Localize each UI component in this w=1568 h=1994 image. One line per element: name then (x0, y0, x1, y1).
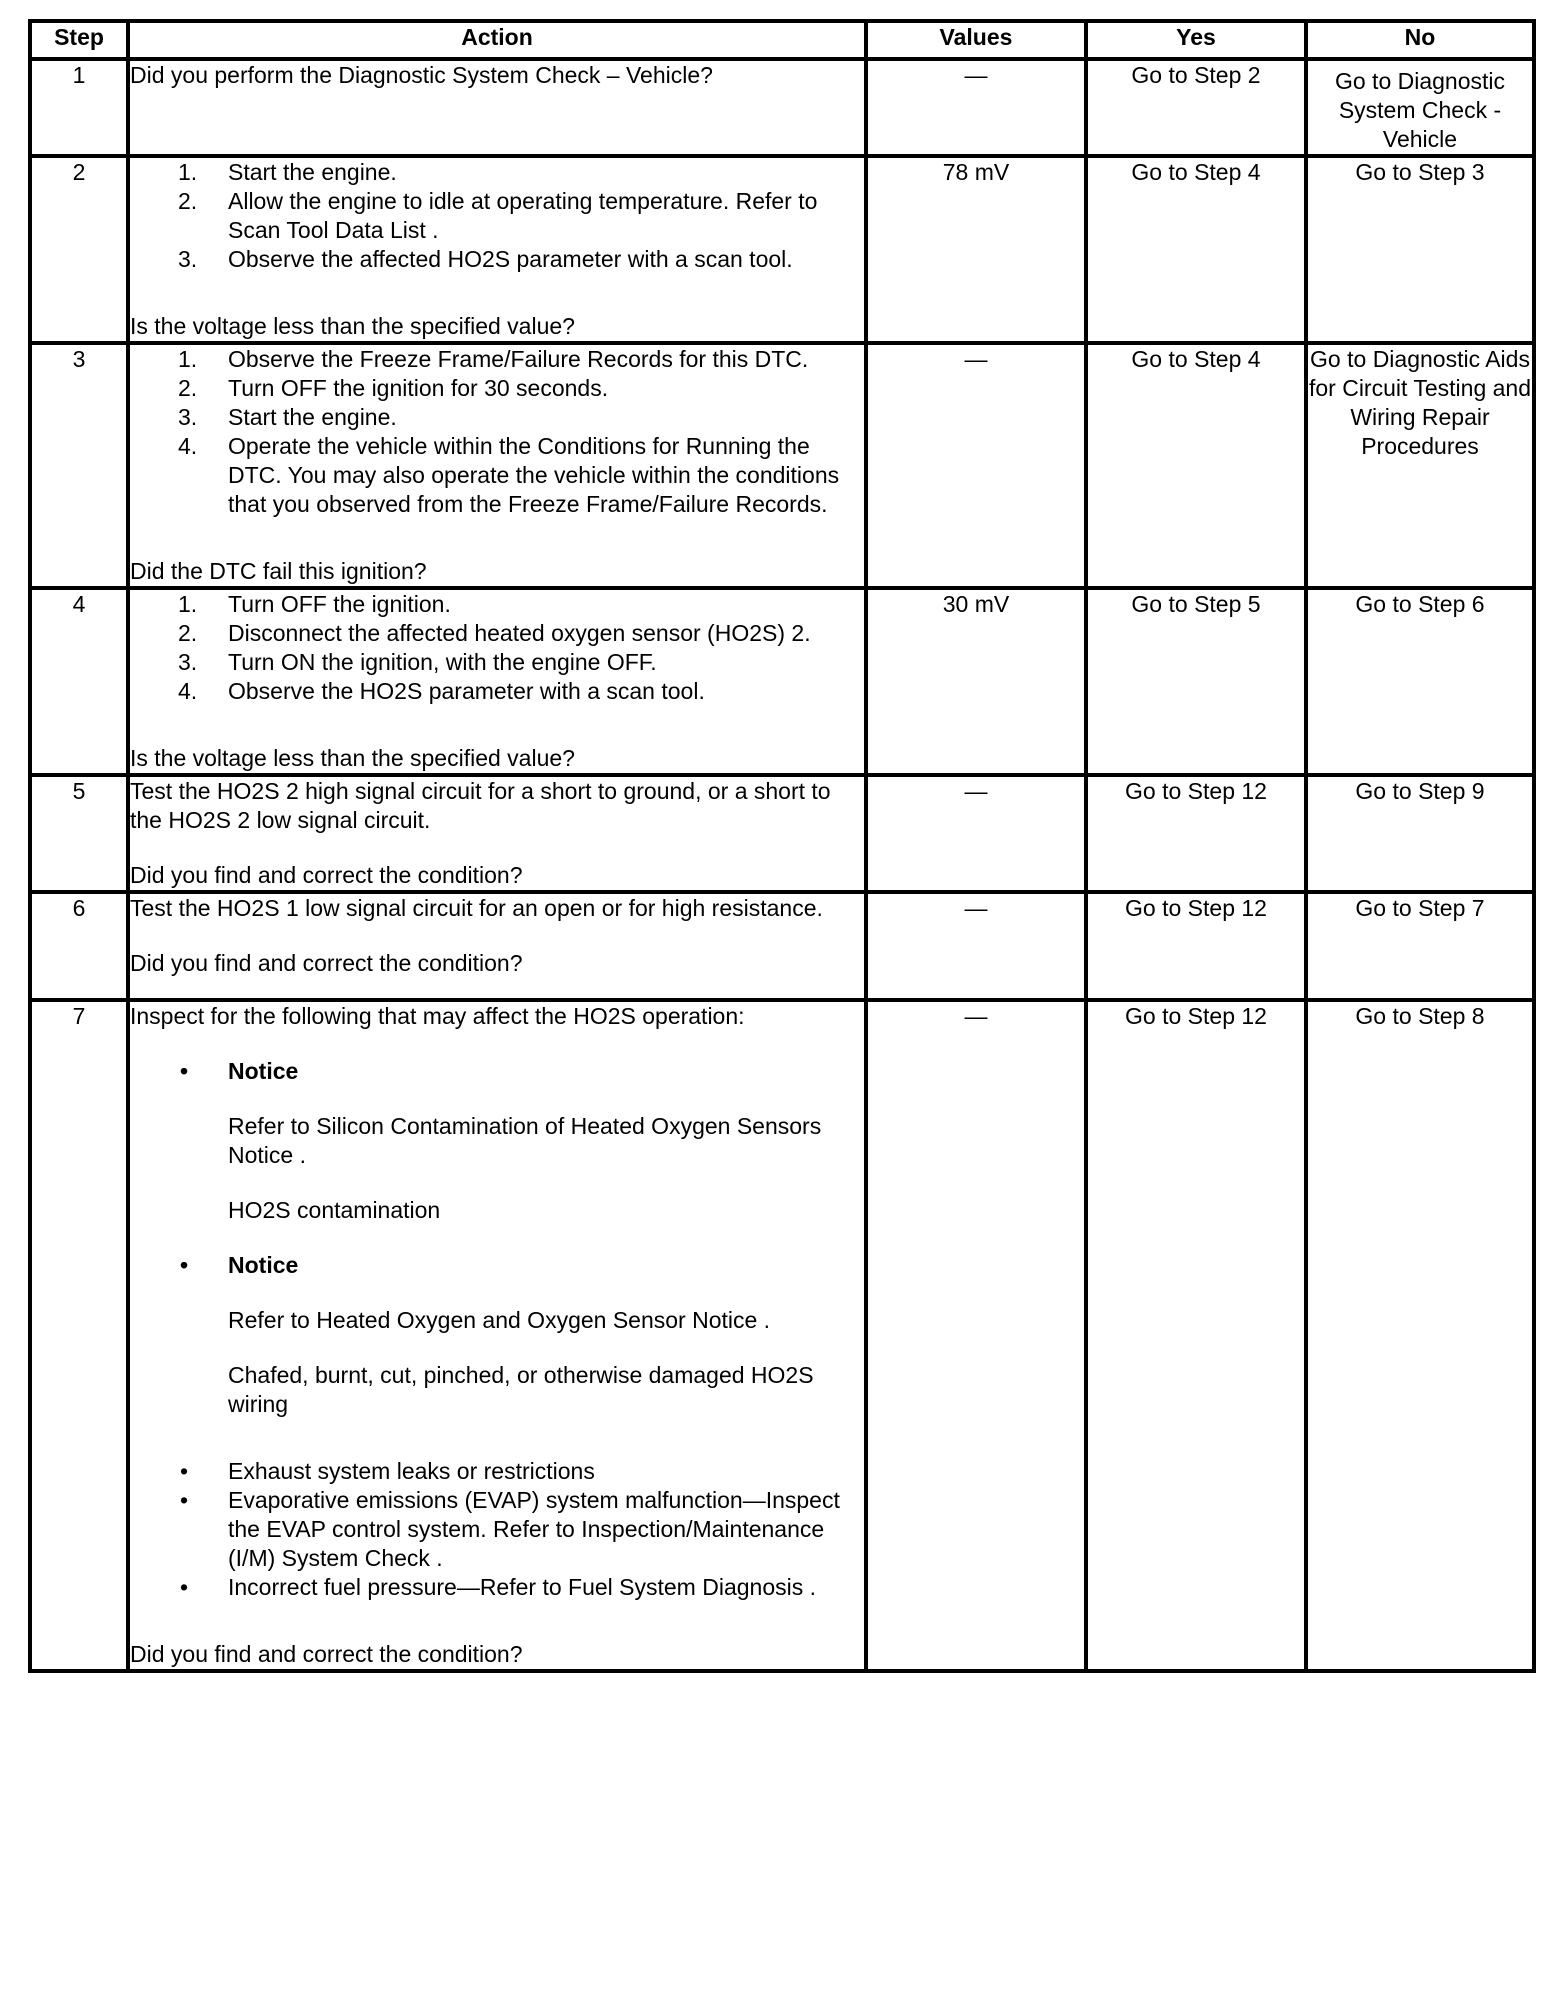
header-action: Action (128, 21, 866, 59)
list-item: 2. Allow the engine to idle at operating temperature. Refer to Scan Tool Data List . (178, 188, 818, 243)
value-cell: — (866, 1000, 1086, 1671)
action-text: Test the HO2S 1 low signal circuit for an open or for high resistance. (130, 895, 823, 921)
bullet-icon: • (180, 1252, 189, 1278)
list-item: 4. Observe the HO2S parameter with a scan tool. (178, 678, 705, 704)
list-item: 2. Turn OFF the ignition for 30 seconds. (178, 375, 609, 401)
question-text: Is the voltage less than the specified value? (130, 745, 575, 771)
no-cell: Go to Step 7 (1306, 892, 1534, 1000)
step-number: 6 (30, 892, 128, 1000)
action-cell (128, 892, 866, 1000)
step-number: 5 (30, 775, 128, 892)
step-number: 3 (30, 343, 128, 588)
no-cell: Go to Step 6 (1306, 588, 1534, 775)
action-steps (130, 590, 864, 706)
value-cell: 30 mV (866, 588, 1086, 775)
list-item: 1. Observe the Freeze Frame/Failure Records for this DTC. (178, 346, 809, 372)
table-row (30, 59, 1534, 156)
header-no: No (1306, 21, 1534, 59)
bullet-icon: • (180, 1487, 189, 1513)
table-row (30, 892, 1534, 1000)
value-cell: — (866, 892, 1086, 1000)
yes-cell: Go to Step 2 (1086, 59, 1306, 156)
action-intro: Inspect for the following that may affect the HO2S operation: (130, 1003, 745, 1029)
notice-heading: • Notice (180, 1252, 299, 1278)
header-step: Step (30, 21, 128, 59)
step-number: 4 (30, 588, 128, 775)
list-item: 1. Start the engine. (178, 159, 397, 185)
question-text: Is the voltage less than the specified value? (130, 313, 575, 339)
list-item: 3. Turn ON the ignition, with the engine OFF. (178, 649, 657, 675)
list-item: 3. Observe the affected HO2S parameter with a scan tool. (178, 246, 793, 272)
notice-item: Chafed, burnt, cut, pinched, or otherwise damaged HO2S wiring (228, 1362, 814, 1417)
list-item: • Exhaust system leaks or restrictions (180, 1458, 595, 1484)
yes-cell: Go to Step 12 (1086, 892, 1306, 1000)
list-item: 4. Operate the vehicle within the Conditions for Running the DTC. You may also operate the vehicle within the conditions that you observed from the Freeze Frame/Failure Records. (178, 433, 840, 517)
notice-heading: • Notice (180, 1058, 299, 1084)
table-row (30, 156, 1534, 343)
table-row (30, 775, 1534, 892)
no-cell: Go to Step 3 (1306, 156, 1534, 343)
question-text: Did the DTC fail this ignition? (130, 558, 427, 584)
diagnostic-table (28, 19, 1536, 1673)
value-cell: — (866, 59, 1086, 156)
action-steps (130, 158, 864, 274)
notice-item: HO2S contamination (228, 1197, 441, 1223)
bullet-icon: • (180, 1458, 189, 1484)
no-cell: Go to Step 8 (1306, 1000, 1534, 1671)
list-item: 1. Turn OFF the ignition. (178, 591, 451, 617)
notice-reference: Refer to Heated Oxygen and Oxygen Sensor Notice . (228, 1307, 771, 1333)
list-item: • Incorrect fuel pressure—Refer to Fuel System Diagnosis . (180, 1574, 817, 1600)
value-cell: 78 mV (866, 156, 1086, 343)
header-values: Values (866, 21, 1086, 59)
table-row (30, 588, 1534, 775)
yes-cell: Go to Step 4 (1086, 156, 1306, 343)
step-number: 2 (30, 156, 128, 343)
value-cell: — (866, 775, 1086, 892)
action-text: Did you perform the Diagnostic System Check – Vehicle? (130, 62, 713, 88)
yes-cell: Go to Step 4 (1086, 343, 1306, 588)
no-cell: Go to Diagnostic Aids for Circuit Testing and Wiring Repair Procedures (1306, 343, 1534, 588)
question-text: Did you find and correct the condition? (130, 950, 523, 976)
header-yes: Yes (1086, 21, 1306, 59)
action-cell (128, 343, 866, 588)
list-item: 2. Disconnect the affected heated oxygen sensor (HO2S) 2. (178, 620, 811, 646)
action-cell (128, 59, 866, 156)
yes-cell: Go to Step 12 (1086, 1000, 1306, 1671)
bullet-icon: • (180, 1058, 189, 1084)
no-cell: Go to Step 9 (1306, 775, 1534, 892)
question-text: Did you find and correct the condition? (130, 1641, 523, 1667)
notice-reference: Refer to Silicon Contamination of Heated Oxygen Sensors Notice . (228, 1113, 822, 1168)
action-cell (128, 588, 866, 775)
no-cell: Go to Diagnostic System Check - Vehicle (1306, 59, 1534, 156)
table-row (30, 1000, 1534, 1671)
action-cell (128, 1000, 866, 1671)
step-number: 1 (30, 59, 128, 156)
header-row (30, 21, 1534, 59)
bullet-icon: • (180, 1574, 189, 1600)
action-steps (130, 345, 864, 519)
value-cell: — (866, 343, 1086, 588)
action-cell (128, 156, 866, 343)
yes-cell: Go to Step 5 (1086, 588, 1306, 775)
table-row (30, 343, 1534, 588)
action-cell (128, 775, 866, 892)
question-text: Did you find and correct the condition? (130, 862, 523, 888)
step-number: 7 (30, 1000, 128, 1671)
yes-cell: Go to Step 12 (1086, 775, 1306, 892)
action-text: Test the HO2S 2 high signal circuit for a short to ground, or a short to the HO2S 2 low signal circuit. (130, 778, 831, 833)
list-item: 3. Start the engine. (178, 404, 397, 430)
list-item: • Evaporative emissions (EVAP) system malfunction—Inspect the EVAP control system. Refer to Inspection/Maintenance (I/M) System Check . (180, 1487, 840, 1571)
